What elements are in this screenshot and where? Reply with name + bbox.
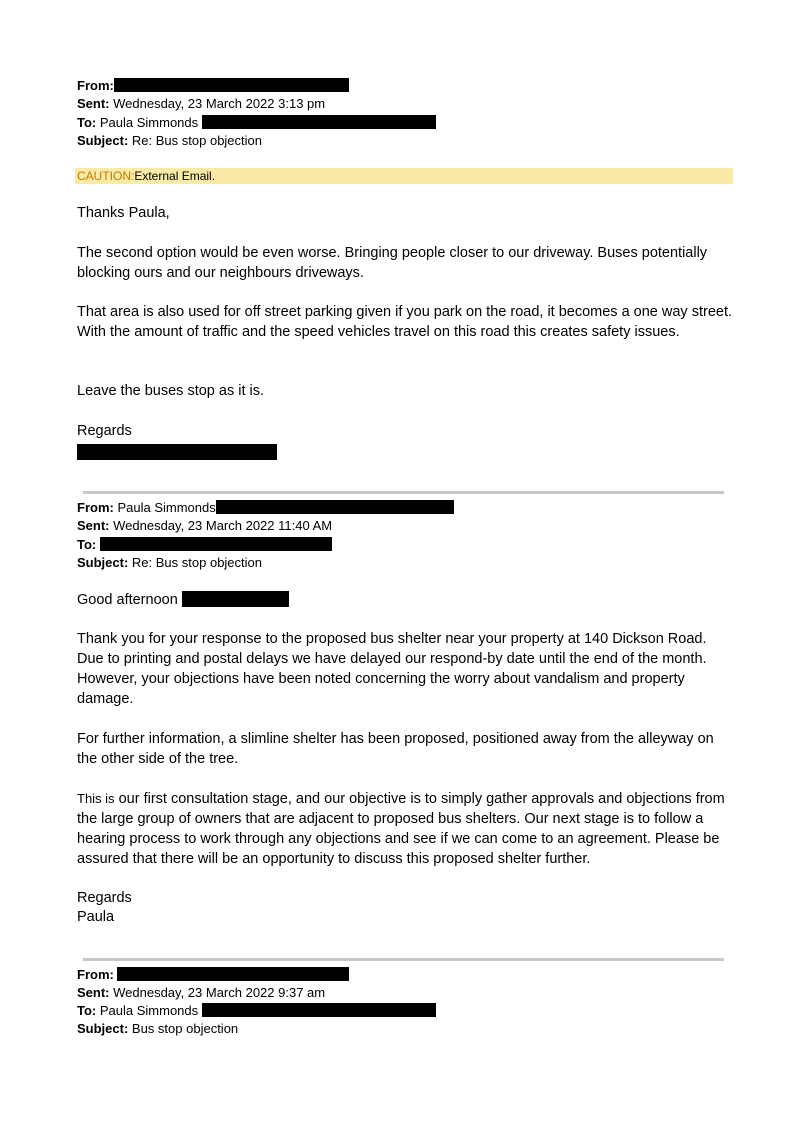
caution-text: External Email. xyxy=(134,169,216,183)
caution-banner xyxy=(75,168,733,184)
sent-date: Wednesday, 23 March 2022 9:37 am xyxy=(113,985,326,1000)
email2-sender-name: Paula xyxy=(77,909,115,925)
redacted-recipient-name xyxy=(182,591,289,607)
email2-sent-line xyxy=(77,517,332,535)
from-label: From: xyxy=(77,78,114,93)
email1-paragraph-3: Leave the buses stop as it is. xyxy=(77,383,264,399)
sent-label: Sent: xyxy=(77,96,110,111)
subject-text: Re: Bus stop objection xyxy=(131,133,262,148)
email2-paragraph-1: Thank you for your response to the proposed bus shelter near your property at 140 Dickson Road. Due to printing and postal delays we have delayed our respond-by date until the end of the month. However, your objections have been noted concerning the worry about vandalism and property damage. xyxy=(77,631,707,707)
email1-from-line xyxy=(77,77,349,95)
email2-subject-line xyxy=(77,554,262,572)
divider xyxy=(83,958,724,961)
email2-paragraph-2: For further information, a slimline shelter has been proposed, positioned away from the alleyway on the other side of the tree. xyxy=(77,731,714,767)
email3-sent-line xyxy=(77,984,325,1002)
email3-subject-line xyxy=(77,1020,238,1038)
from-label: From: xyxy=(77,967,114,982)
divider xyxy=(83,491,724,494)
redacted-sender xyxy=(114,78,349,92)
redacted-recipient-email xyxy=(202,115,436,129)
redacted-recipient-email xyxy=(202,1003,436,1017)
sent-date: Wednesday, 23 March 2022 3:13 pm xyxy=(113,96,326,111)
to-name: Paula Simmonds xyxy=(99,1003,199,1018)
email2-from-line xyxy=(77,499,454,517)
subject-text: Bus stop objection xyxy=(131,1021,239,1036)
paragraph-3-lead: This is xyxy=(77,791,115,806)
email1-paragraph-2: That area is also used for off street parking given if you park on the road, it becomes a one way street. With the amount of traffic and the speed vehicles travel on this road this creates safety issues. xyxy=(77,304,733,340)
email1-subject-line xyxy=(77,132,262,150)
redacted-sender xyxy=(117,967,349,981)
redacted-signature xyxy=(77,444,277,460)
to-label: To: xyxy=(77,1003,97,1018)
from-label: From: xyxy=(77,500,114,515)
subject-label: Subject: xyxy=(77,555,129,570)
email1-to-line xyxy=(77,114,436,132)
email2-signoff: Regards xyxy=(77,890,132,906)
email1-paragraph-1: The second option would be even worse. Bringing people closer to our driveway. Buses potentially blocking ours and our neighbours driveways. xyxy=(77,245,708,281)
sent-date: Wednesday, 23 March 2022 11:40 AM xyxy=(113,518,333,533)
email1-greeting: Thanks Paula, xyxy=(77,205,170,221)
email2-greeting: Good afternoon xyxy=(77,592,178,608)
caution-label: CAUTION: xyxy=(77,169,135,183)
redacted-sender-email xyxy=(216,500,454,514)
subject-label: Subject: xyxy=(77,133,129,148)
email2-greeting-line xyxy=(77,590,737,610)
to-name: Paula Simmonds xyxy=(99,115,199,130)
sent-label: Sent: xyxy=(77,518,110,533)
email3-from-line xyxy=(77,966,349,984)
to-label: To: xyxy=(77,115,97,130)
from-name: Paula Simmonds xyxy=(117,500,216,515)
email2-to-line xyxy=(77,536,332,554)
email3-to-line xyxy=(77,1002,436,1020)
paragraph-3-rest: our first consultation stage, and our objective is to simply gather approvals and objections from the large group of owners that are adjacent to proposed bus shelters. Our next stage is to follow a hearing process to work through any objections and see if we can come to an agreement. Please be assured that there will be an opportunity to discuss this proposed shelter further. xyxy=(77,791,725,867)
subject-label: Subject: xyxy=(77,1021,129,1036)
email1-sent-line xyxy=(77,95,325,113)
email2-paragraph-3 xyxy=(77,789,737,869)
email1-signoff: Regards xyxy=(77,423,132,439)
sent-label: Sent: xyxy=(77,985,110,1000)
subject-text: Re: Bus stop objection xyxy=(131,555,262,570)
to-label: To: xyxy=(77,537,97,552)
redacted-recipient xyxy=(100,537,332,551)
